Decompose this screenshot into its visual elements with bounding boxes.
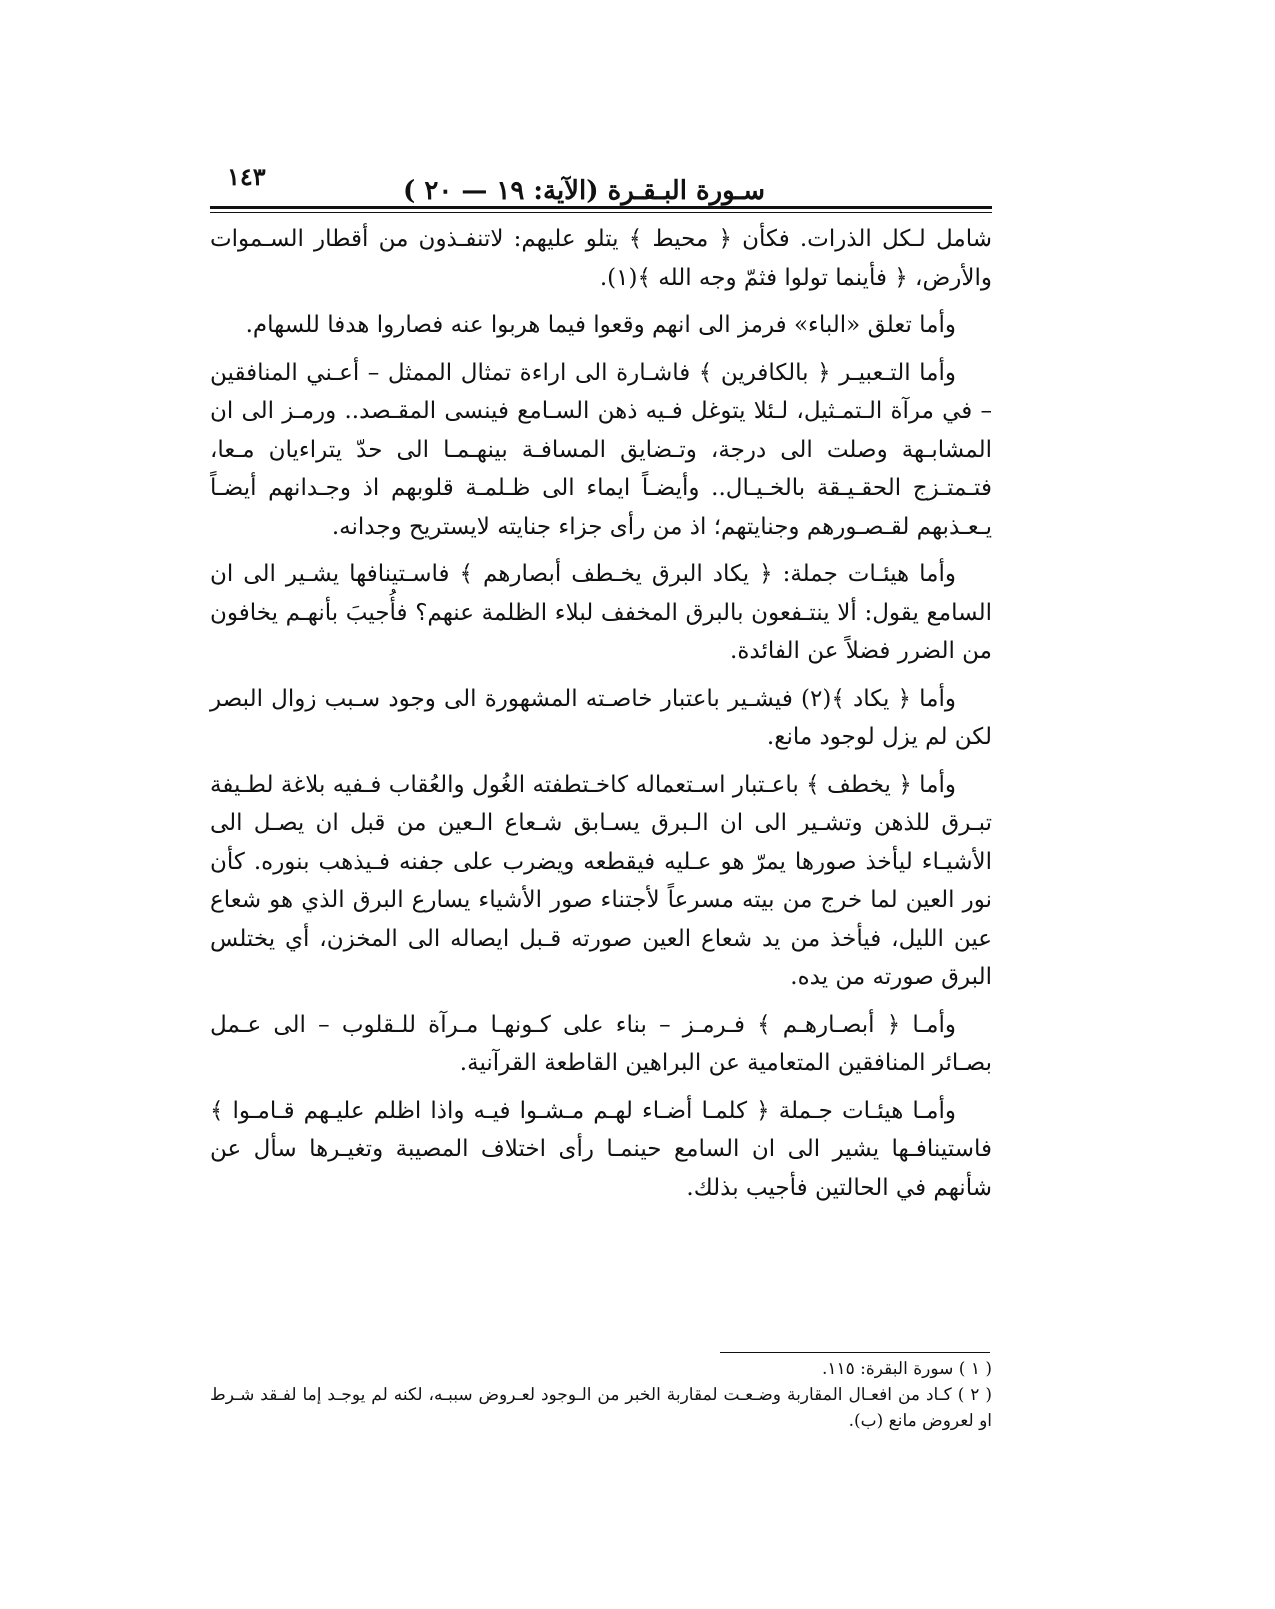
paragraph: وأما هيئـات جملة: ﴿ يكاد البرق يخـطف أبصارهم ﴾ فاسـتينافها يشـير الى ان السامع يقول: ألا ينتـفعون بالبرق المخفف لبلاء الظلمة عنهم؟ فأُجيبَ بأنهـم يخافون من الضرر فضلاً عن الفائدة. bbox=[210, 561, 992, 664]
running-title: سـورة البـقـرة (الآية: ١٩ — ٢٠ ) bbox=[403, 176, 765, 206]
footnote-separator bbox=[720, 1352, 990, 1353]
page-number: ١٤٣ bbox=[227, 162, 266, 191]
paragraph: وأما التـعبيـر ﴿ بالكافرين ﴾ فاشـارة الى اراءة تمثال الممثل – أعـني المنافقين – في مرآة الـتمـثيل، لـئلا يتوغل فـيه ذهن السـامع فينسى المقـصد.. ورمـز الى ان المشابـهة وصلت الى درجة، وتـضايق المسافـة بينهـمـا الى حدّ يتراءيان مـعا، فتـمتـزج الحقـيـقة بالخـيـال.. وأيضـاً ايماء الى ظـلمـة قلوبهم اذ وجـدانهم أيضـاً يـعـذبهم لقـصـورهم وجنايتهم؛ اذ من رأى جزاء جنايته لايستريح وجدانه. bbox=[210, 359, 992, 540]
paragraph: وأمـا هيئـات جـملة ﴿ كلمـا أضـاء لهـم مـشـوا فيـه واذا اظلم عليـهم قـامـوا ﴾ فاستينافـها يشير الى ان السامع حينمـا رأى اختلاف المصيبة وتغيـرها سأل عن شأنهم في الحالتين فأجيب بذلك. bbox=[210, 1097, 992, 1201]
header-rule-thick bbox=[210, 206, 992, 209]
main-text bbox=[210, 220, 992, 1216]
page-header bbox=[205, 150, 995, 206]
paragraph: شامل لـكل الذرات. فكأن ﴿ محيط ﴾ يتلو عليهم: لاتنفـذون من أقطار السـموات والأرض، ﴿ فأينما تولوا فثمّ وجه الله ﴾(١). bbox=[210, 226, 992, 291]
paragraph: وأمـا ﴿ أبصـارهـم ﴾ فـرمـز – بناء على كـونهـا مـرآة للـقلوب – الى عـمل بصـائر المنافقين المتعامية عن البراهين القاطعة القرآنية. bbox=[210, 1011, 992, 1076]
footnotes bbox=[210, 1356, 992, 1434]
footnote: ( ١ ) سورة البقرة: ١١٥. bbox=[821, 1359, 992, 1379]
paragraph: وأما تعلق «الباء» فرمز الى انهم وقعوا فيما هربوا عنه فصاروا هدفا للسهام. bbox=[245, 312, 956, 338]
footnote: ( ٢ ) كـاد من افعـال المقاربة وضـعـت لمقاربة الخبر من الـوجود لعـروض سببـه، لكنه لم يوجـد إما لفـقد شـرط او لعروض مانع (ب). bbox=[210, 1385, 992, 1431]
paragraph: وأما ﴿ يخطف ﴾ باعـتبار اسـتعماله كاخـتطفته الغُول والعُقاب فـفيه بلاغة لطـيفة تبـرق للذهن وتشـير الى ان الـبرق يسـابق شـعاع الـعين من قبل ان يصـل الى الأشيـاء ليأخذ صورها يمرّ هو عـليه فيقطعه ويضرب على جفنه فـيذهب بنوره. كأن نور العين لما خرج من بيته مسرعاً لأجتناء صور الأشياء يسارع البرق الذي هو شعاع عين الليل، فيأخذ من يد شعاع العين صورته قـبل ايصاله الى المخزن، أي يختلس البرق صورته من يده. bbox=[210, 771, 992, 990]
paragraph: وأما ﴿ يكاد ﴾(٢) فيشـير باعتبار خاصـته المشهورة الى وجود سـبب زوال البصر لكن لم يزل لوجود مانع. bbox=[210, 685, 992, 750]
header-rule-thin bbox=[210, 212, 992, 213]
